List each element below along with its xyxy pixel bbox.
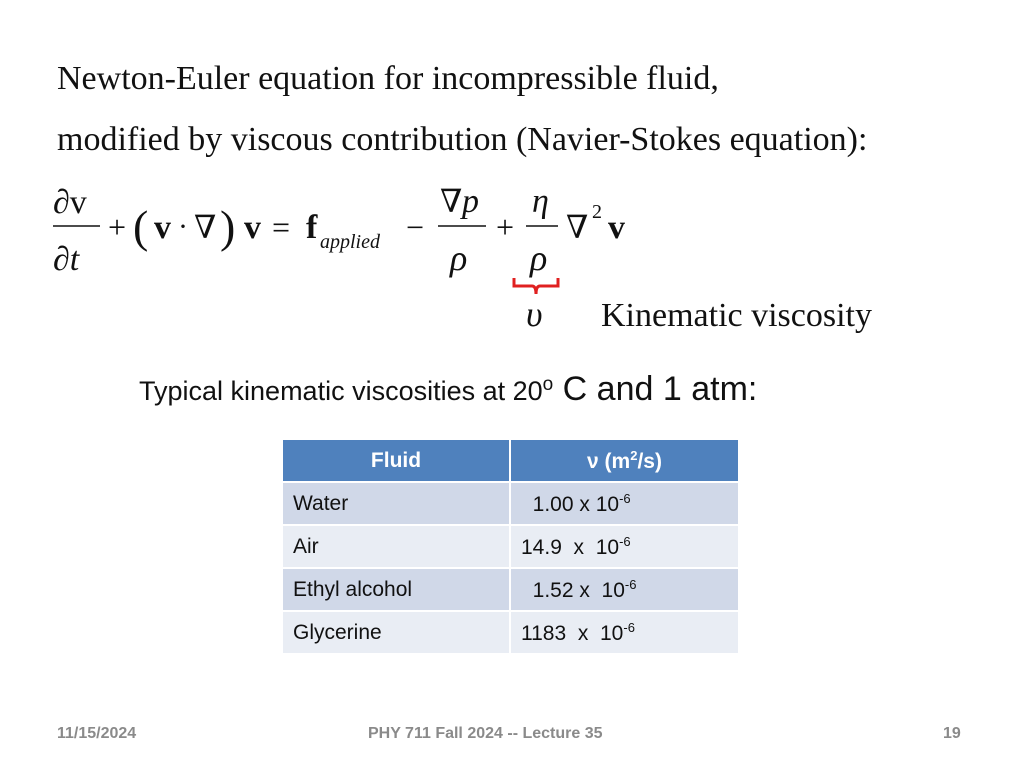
cell-fluid: Air — [283, 525, 510, 568]
eq-p: p — [462, 183, 479, 220]
footer-date: 11/15/2024 — [57, 725, 137, 742]
table-row — [283, 525, 738, 568]
cell-value-exponent: -6 — [623, 619, 635, 635]
eq-rho-2: ρ — [530, 238, 548, 278]
header-nu-unit-sup: 2 — [630, 447, 638, 463]
table-header-row — [283, 440, 738, 482]
header-viscosity — [510, 440, 738, 482]
heading-line-2: modified by viscous contribution (Navier-Stokes equation): — [57, 121, 868, 158]
cell-value-exponent: -6 — [619, 533, 631, 549]
subtitle-prefix: Typical kinematic viscosities at 20 — [139, 376, 543, 406]
cell-fluid: Water — [283, 482, 510, 525]
cell-fluid: Glycerine — [283, 611, 510, 653]
header-nu-symbol: ν — [587, 449, 599, 473]
table-row — [283, 611, 738, 653]
cell-value — [510, 482, 738, 525]
eq-v-2: v — [244, 209, 261, 246]
cell-value-mantissa: 1.00 x 10 — [521, 492, 620, 516]
footer-course: PHY 711 Fall 2024 -- Lecture 35 — [368, 725, 603, 742]
eq-plus-2: + — [496, 209, 515, 245]
eq-nabla-2: ∇ — [440, 183, 463, 219]
eq-applied-subscript: applied — [320, 231, 380, 253]
eq-partial-v: ∂v — [53, 184, 87, 221]
cell-value-mantissa: 14.9 x 10 — [521, 535, 620, 559]
cell-fluid: Ethyl alcohol — [283, 568, 510, 611]
eq-partial-t: ∂t — [53, 241, 80, 278]
eq-lparen: ( — [133, 201, 149, 252]
header-nu-unit-post: /s) — [637, 449, 662, 473]
cell-value-exponent: -6 — [619, 490, 631, 506]
eq-v-3: v — [608, 209, 625, 246]
viscosity-table — [283, 440, 738, 653]
eq-rparen: ) — [220, 201, 236, 252]
degree-superscript: o — [542, 374, 554, 395]
footer-page-number: 19 — [943, 725, 961, 742]
cell-value — [510, 525, 738, 568]
heading-line-1: Newton-Euler equation for incompressible fluid, — [57, 60, 719, 97]
header-nu-unit-pre: (m — [598, 449, 631, 473]
cell-value-exponent: -6 — [624, 576, 637, 592]
curly-brace-icon — [514, 278, 558, 294]
eq-dot: · — [178, 210, 188, 243]
subtitle — [139, 370, 757, 409]
eq-minus: − — [406, 209, 425, 245]
eq-f: f — [306, 209, 318, 246]
subtitle-suffix: C and 1 atm: — [553, 370, 758, 408]
eq-plus-1: + — [108, 209, 127, 245]
table-row — [283, 482, 738, 525]
eq-nabla-1: ∇ — [194, 209, 217, 245]
header-fluid: Fluid — [283, 440, 510, 482]
cell-value-mantissa: 1183 x 10 — [521, 621, 624, 645]
eq-nu-symbol: υ — [526, 294, 543, 334]
cell-value — [510, 568, 738, 611]
navier-stokes-equation — [48, 180, 668, 340]
eq-equals: = — [272, 209, 291, 245]
table-row — [283, 568, 738, 611]
eq-nabla-3: ∇ — [566, 209, 589, 245]
eq-rho-1: ρ — [450, 238, 468, 278]
kinematic-viscosity-label: Kinematic viscosity — [601, 297, 873, 334]
cell-value — [510, 611, 738, 653]
eq-eta: η — [532, 183, 549, 220]
eq-v-1: v — [154, 209, 171, 246]
cell-value-mantissa: 1.52 x 10 — [521, 578, 625, 602]
eq-squared: 2 — [592, 201, 602, 223]
